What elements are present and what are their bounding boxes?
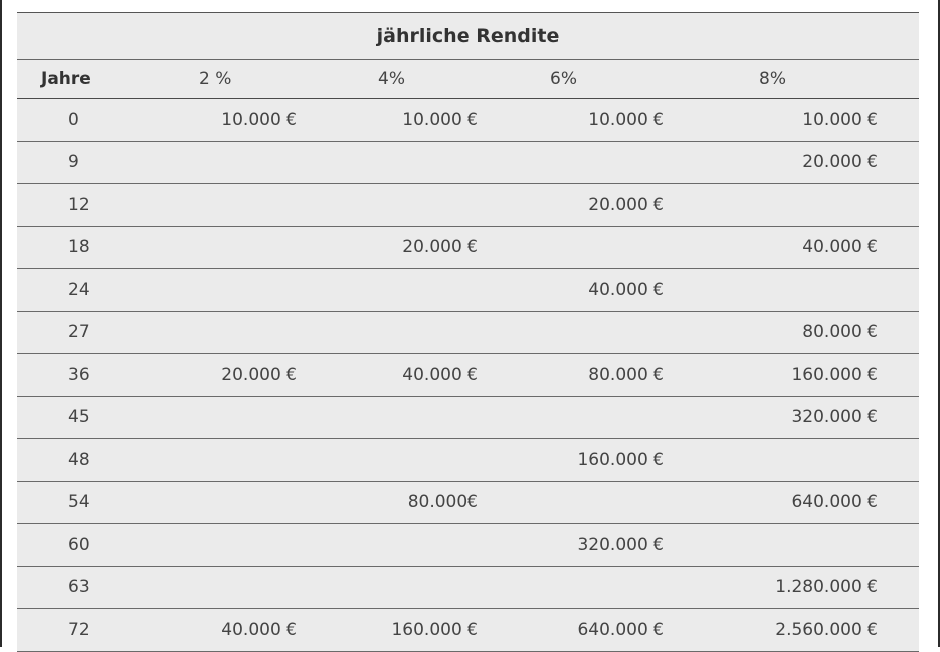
table-row	[17, 524, 919, 567]
year-cell: 12	[68, 194, 90, 215]
header-6-percent: 6%	[550, 69, 577, 89]
table-row	[17, 312, 919, 355]
table-header-row	[17, 60, 919, 99]
table-row	[17, 482, 919, 525]
table-row	[17, 354, 919, 397]
table-row	[17, 227, 919, 270]
value-6-percent-cell: 40.000 €	[588, 279, 664, 300]
year-cell: 72	[68, 619, 90, 640]
value-4-percent-cell: 80.000€	[407, 492, 478, 513]
value-2-percent-cell: 10.000 €	[221, 109, 297, 130]
value-8-percent-cell: 40.000 €	[802, 237, 878, 258]
value-4-percent-cell: 160.000 €	[391, 619, 478, 640]
year-cell: 54	[68, 492, 90, 513]
returns-table	[17, 12, 919, 652]
value-6-percent-cell: 10.000 €	[588, 109, 664, 130]
value-8-percent-cell: 2.560.000 €	[775, 619, 878, 640]
value-8-percent-cell: 320.000 €	[791, 407, 878, 428]
value-8-percent-cell: 20.000 €	[802, 152, 878, 173]
value-8-percent-cell: 80.000 €	[802, 322, 878, 343]
header-years: Jahre	[41, 69, 91, 89]
year-cell: 27	[68, 322, 90, 343]
table-row	[17, 99, 919, 142]
year-cell: 24	[68, 279, 90, 300]
value-6-percent-cell: 320.000 €	[577, 534, 664, 555]
value-6-percent-cell: 160.000 €	[577, 449, 664, 470]
value-8-percent-cell: 640.000 €	[791, 492, 878, 513]
table-row	[17, 269, 919, 312]
table-row	[17, 184, 919, 227]
value-6-percent-cell: 20.000 €	[588, 194, 664, 215]
left-border	[0, 0, 2, 647]
value-4-percent-cell: 10.000 €	[402, 109, 478, 130]
table-body	[17, 99, 919, 652]
value-8-percent-cell: 10.000 €	[802, 109, 878, 130]
year-cell: 48	[68, 449, 90, 470]
table-row	[17, 142, 919, 185]
value-6-percent-cell: 640.000 €	[577, 619, 664, 640]
value-2-percent-cell: 40.000 €	[221, 619, 297, 640]
header-8-percent: 8%	[759, 69, 786, 89]
value-6-percent-cell: 80.000 €	[588, 364, 664, 385]
table-row	[17, 439, 919, 482]
table-row	[17, 397, 919, 440]
year-cell: 36	[68, 364, 90, 385]
value-4-percent-cell: 40.000 €	[402, 364, 478, 385]
header-4-percent: 4%	[378, 69, 405, 89]
year-cell: 60	[68, 534, 90, 555]
value-4-percent-cell: 20.000 €	[402, 237, 478, 258]
year-cell: 63	[68, 577, 90, 598]
table-row	[17, 567, 919, 610]
table-title: jährliche Rendite	[17, 13, 919, 60]
year-cell: 18	[68, 237, 90, 258]
year-cell: 9	[68, 152, 79, 173]
header-2-percent: 2 %	[199, 69, 232, 89]
value-2-percent-cell: 20.000 €	[221, 364, 297, 385]
table-row	[17, 609, 919, 652]
year-cell: 0	[68, 109, 79, 130]
year-cell: 45	[68, 407, 90, 428]
value-8-percent-cell: 160.000 €	[791, 364, 878, 385]
value-8-percent-cell: 1.280.000 €	[775, 577, 878, 598]
